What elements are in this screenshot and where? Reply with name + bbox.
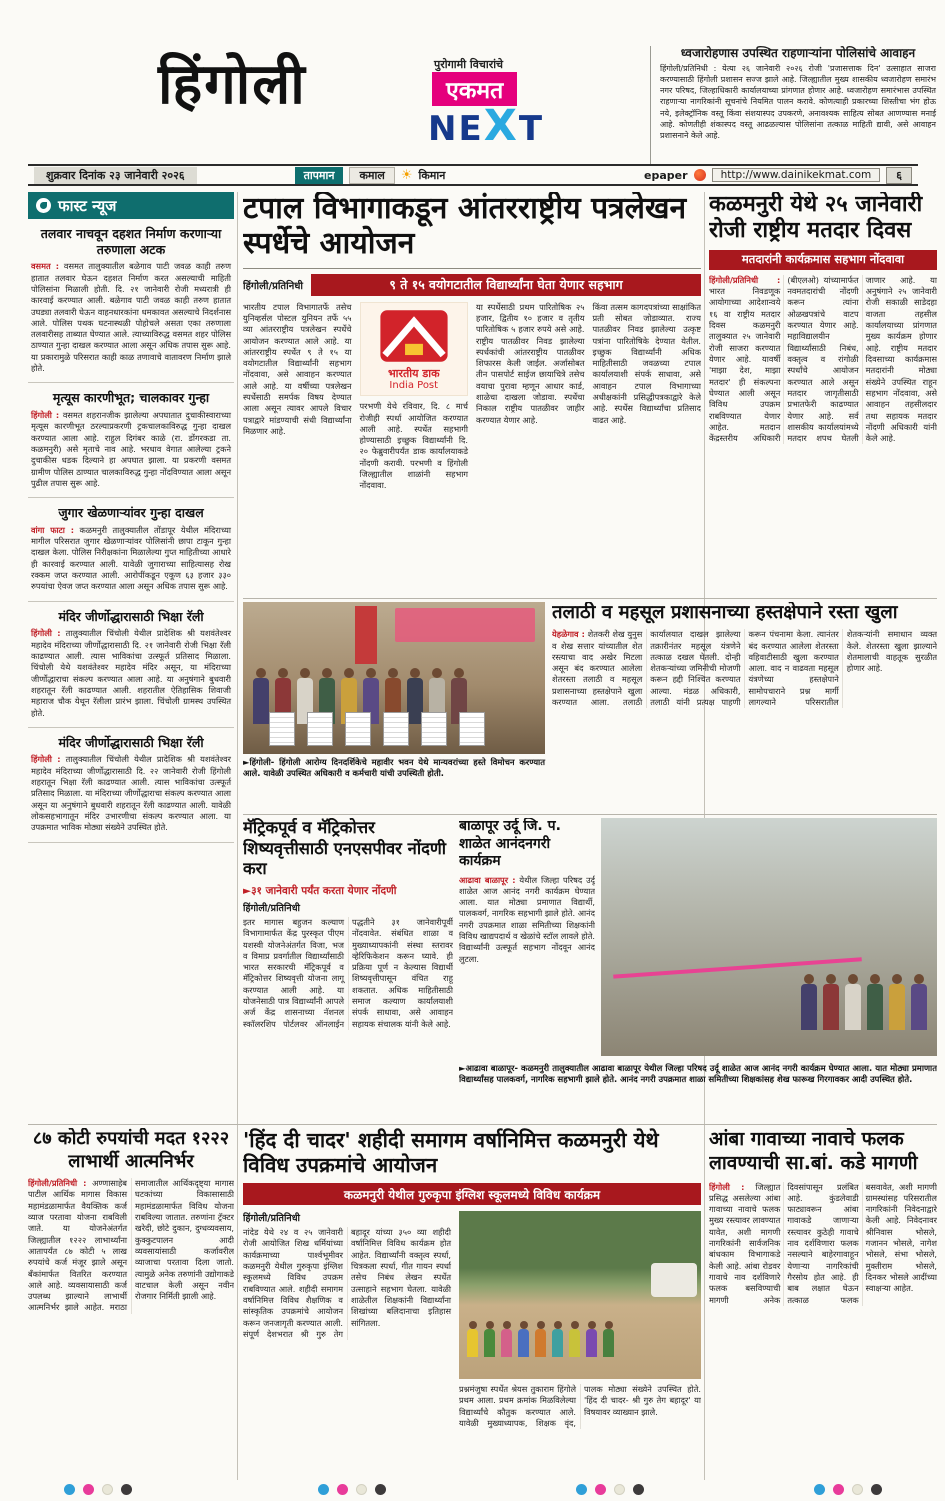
cyan-registration-dot bbox=[318, 1484, 329, 1495]
byline: हिंगोली/प्रतिनिधी bbox=[243, 1213, 301, 1224]
article-headline: ८७ कोटी रुपयांची मदत १२२२ लाभार्थी आत्मनिर्भर bbox=[32, 1128, 230, 1172]
school-children-photo bbox=[459, 1211, 701, 1379]
article-body: तालुक्यातील चिंचोली येथील प्रादेशिक श्री यशवंतेश्वर महादेव मंदिराच्या जीर्णोद्धारासाठी दि. २२ जानेवारी रोजी हिंगोली शहरातून भिक्षा रॅली काढण्यात आली. त्यास भाविकांचा उत्स्फूर्त प्रतिसाद मिळाला. या मंदिराच्या जीर्णोद्धाराचा संकल्प करण्यात आला असून या अनुषंगाने बुधवारी शहरातून रॅली काढण्यात आली. यावेळी लोकसहभागातून मंदिर उभारणीचा संकल्प करण्यात आला. या उपक्रमात भाविक मोठ्या संख्येने उपस्थित होते. bbox=[31, 754, 231, 833]
subhead-banner: मतदारांनी कार्यक्रमास सहभाग नोंदवावा bbox=[709, 250, 937, 270]
person-figure bbox=[569, 1329, 580, 1357]
magenta-registration-dot bbox=[83, 1484, 94, 1495]
india-post-label-english: India Post bbox=[389, 380, 439, 392]
date-bar bbox=[28, 164, 918, 186]
person-figure bbox=[484, 1329, 495, 1357]
article-dateline: हिंगोली : bbox=[31, 628, 61, 639]
masthead-tagline: पुरोगामी विचारांचे bbox=[434, 58, 504, 71]
person-figure bbox=[535, 1329, 546, 1357]
article-body: भारत निवडणूक आयोगाच्या आदेशान्वये १६ वा राष्ट्रीय मतदार दिवस कळमनुरी तालुक्यात २५ जानेवारी रोजी साजरा करण्यात येणार आहे. यावर्षी 'माझा देश, माझा मतदार' ही संकल्पना घेण्यात आली असून विविध उपक्रम राबविण्यात येणार आहेत. मतदान केंद्रस्तरीय अधिकारी (बीएलओ) यांच्यामार्फत नवमतदारांची नोंदणी करून त्यांना ओळखपत्रांचे वाटप करण्यात येणार आहे. महाविद्यालयीन विद्यार्थ्यांसाठी निबंध, वक्तृत्व व रांगोळी स्पर्धांचे आयोजन करण्यात आले असून मतदार जागृतीसाठी प्रभातफेरी काढण्यात येणार आहे. सर्व शासकीय कार्यालयांमध्ये मतदार शपथ घेतली जाणार आहे. या अनुषंगाने २५ जानेवारी रोजी सकाळी साडेदहा वाजता तहसील कार्यालयाच्या प्रांगणात मुख्य कार्यक्रम होणार आहे. राष्ट्रीय मतदार दिवसाच्या कार्यक्रमास मतदारांनी मोठ्या संख्येने उपस्थित राहून सहभाग नोंदवावा, असे आवाहन तहसीलदार तथा सहायक मतदार नोंदणी अधिकारी यांनी केले आहे. bbox=[709, 274, 937, 444]
epaper-strip bbox=[644, 167, 912, 184]
epaper-url[interactable]: http://www.dainikekmat.com bbox=[712, 168, 881, 182]
photo-caption: ►हिंगोली- हिंगोली आरोग्य दिनदर्शिकेचे महावीर भवन येथे मान्यवरांच्या हस्ते विमोचन करण्यात आले. यावेळी उपस्थित अधिकारी व कर्मचारी यांची उपस्थिती होती. bbox=[243, 757, 545, 779]
article-body: वसमत तालुक्यातील बळेगाव पाटी जवळ काही तरुण हातात तलवार घेऊन दहशत निर्माण करत असल्याची माहिती पोलिसांना मिळाली होती. दि. २१ जानेवारी रोजी मध्यरात्री ही कारवाई करण्यात आली. बळेगाव पाटी जवळ काही तरुण हातात उघड्या तलवारी घेऊन वाहनधारकांना धमकावत असल्याचे निदर्शनास आले. पोलिस पथक घटनास्थळी पोहोचले असता एका तरुणाला तलवारीसह ताब्यात घेण्यात आले. त्याच्याविरुद्ध वसमत शहर पोलिस ठाण्यात गुन्हा दाखल करण्यात आला असून अधिक तपास सुरू आहे. या प्रकारामुळे परिसरात काही काळ तणावाचे वातावरण निर्माण झाले होते. bbox=[31, 261, 231, 374]
column-rule bbox=[237, 192, 238, 1480]
epaper-icon bbox=[694, 169, 706, 181]
article-headline: कळमनुरी येथे २५ जानेवारी रोजी राष्ट्रीय मतदार दिवस bbox=[709, 192, 923, 244]
subhead-banner: कळमनुरी येथील गुरुकृपा इंग्लिश स्कूलमध्ये विविध कार्यक्रम bbox=[243, 1183, 701, 1205]
registration-marks bbox=[64, 1484, 132, 1495]
calendar-posters-row bbox=[269, 712, 485, 746]
article-headline: आंबा गावाच्या नावाचे फलक लावण्याची सा.बां. कडे मागणी bbox=[709, 1128, 918, 1174]
fast-news-title: फास्ट न्यूज bbox=[58, 196, 117, 215]
balapur-article bbox=[459, 818, 595, 1058]
black-registration-dot bbox=[121, 1484, 132, 1495]
black-registration-dot bbox=[871, 1484, 882, 1495]
front-page-notice bbox=[650, 46, 940, 166]
anand-nagari-photo bbox=[601, 818, 937, 1056]
article-body: वसमत शहरानजीक झालेल्या अपघातात दुचाकीस्वाराच्या मृत्यूस कारणीभूत ठरल्याप्रकरणी ट्रकचालकाविरुद्ध गुन्हा दाखल करण्यात आला आहे. राहुल दिगंबर काळे (रा. डोंगरकडा ता. कळमनुरी) असे मृताचे नाव आहे. भरधाव वेगात आलेल्या ट्रकने दुचाकीस धडक दिल्याने हा अपघात झाला. या प्रकरणी वसमत ग्रामीण पोलिस ठाण्यात चालकाविरुद्ध गुन्हा नोंदविण्यात आला असून पुढील तपास सुरू आहे. bbox=[31, 410, 232, 488]
cyan-registration-dot bbox=[814, 1484, 825, 1495]
india-post-label-marathi: भारतीय डाक bbox=[387, 366, 440, 380]
hind-article-body bbox=[243, 1211, 701, 1429]
article-headline: जुगार खेळणाऱ्यांवर गुन्हा दाखल bbox=[58, 505, 204, 521]
lead-body bbox=[243, 302, 701, 492]
person-figure bbox=[889, 984, 905, 1030]
yellow-registration-dot bbox=[614, 1484, 625, 1495]
lead-headline: टपाल विभागाकडून आंतरराष्ट्रीय पत्रलेखन स्पर्धेचे आयोजन bbox=[243, 192, 701, 269]
article-dateline: हिंगोली : bbox=[31, 754, 61, 765]
scholarship-article bbox=[243, 818, 453, 1118]
photo-side-banner bbox=[355, 606, 377, 664]
lead-meta-row bbox=[243, 274, 701, 296]
article-dateline: आढावा बाळापूर : bbox=[459, 874, 516, 885]
fast-news-header bbox=[28, 192, 234, 219]
article-body: इतर मागास बहुजन कल्याण विभागामार्फत केंद्र पुरस्कृत पीएम यशस्वी योजनेअंतर्गत विजा, भज व विमाप्र प्रवर्गातील विद्यार्थ्यांसाठी भारत सरकारची मॅट्रिकपूर्व व मॅट्रिकोत्तर शिष्यवृत्ती योजना लागू करण्यात आली आहे. या योजनेसाठी पात्र विद्यार्थ्यांनी आपले अर्ज केंद्र शासनाच्या नॅशनल स्कॉलरशिप पोर्टलवर ऑनलाईन पद्धतीने ३१ जानेवारीपूर्वी नोंदवावेत. संबंधित शाळा व मुख्याध्यापकांनी संस्था स्तरावर व्हेरिफिकेशन करून घ्यावे. ही प्रक्रिया पूर्ण न केल्यास विद्यार्थी शिष्यवृत्तीपासून वंचित राहू शकतात. अधिक माहितीसाठी समाज कल्याण कार्यालयाशी संपर्क साधावा, असे आवाहन सहायक संचालक यांनी केले आहे. bbox=[243, 916, 453, 1029]
yellow-registration-dot bbox=[852, 1484, 863, 1495]
fast-news-article bbox=[28, 219, 234, 383]
article-body: कळमनुरी तालुक्यातील तोंडापूर येथील मंदिराच्या मागील परिसरात जुगार खेळणाऱ्यांवर पोलिसांनी छापा टाकून गुन्हा दाखल केला. पोलिस निरीक्षकांना मिळालेल्या गुप्त माहितीच्या आधारे ही कारवाई करण्यात आली. यावेळी जुगाराच्या साहित्यासह रोख रक्कम जप्त करण्यात आली. आरोपींकडून एकूण ६३ हजार ३३० रुपयांचा ऐवज जप्त करण्यात आला असून अधिक तपास सुरू आहे. bbox=[31, 524, 231, 592]
masthead-next-logo bbox=[428, 101, 544, 151]
magenta-registration-dot bbox=[833, 1484, 844, 1495]
article-kicker: ►३१ जानेवारी पर्यंत करता येणार नोंदणी bbox=[243, 884, 397, 897]
byline: हिंगोली/प्रतिनिधी bbox=[243, 902, 301, 914]
photo-children-figures bbox=[467, 1329, 614, 1357]
photo-backdrop-banner bbox=[395, 608, 535, 642]
notice-headline: ध्वजारोहणास उपस्थित राहणाऱ्यांना पोलिसांचे आवाहन bbox=[680, 46, 916, 60]
section-rule bbox=[28, 1124, 937, 1125]
person-figure bbox=[845, 984, 861, 1030]
hind-di-chadar-article bbox=[243, 1128, 701, 1480]
next-letter: E bbox=[458, 109, 484, 149]
person-figure bbox=[603, 1329, 614, 1357]
talathi-road-article bbox=[552, 602, 937, 810]
person-figure bbox=[823, 984, 839, 1030]
vehicle-shape bbox=[651, 1263, 697, 1297]
calendar-poster bbox=[345, 712, 371, 746]
notice-body: हिंगोली/प्रतिनिधी : येत्या २६ जानेवारी २०२६ रोजी 'प्रजासत्ताक दिन' उत्साहात साजरा करण्यासाठी हिंगोली प्रशासन सज्ज झाले आहे. जिल्ह्यातील मुख्य शासकीय ध्वजारोहण समारंभ नगर परिषद, जिल्हाधिकारी कार्यालयाच्या प्रांगणात होणार आहे. ध्वजारोहण समारंभास उपस्थित राहणाऱ्या नागरिकांनी सूचनांचे नियमित पालन करावे. कोणत्याही प्रकारच्या शिस्तीचा भंग होऊ नये, इलेक्ट्रॉनिक वस्तू किंवा संशयास्पद उपकरणे, अनावश्यक साहित्य सोबत आणण्यास मनाई आहे. कोणतीही शंकास्पद वस्तू आढळल्यास पोलिसांना तत्काळ माहिती द्यावी, असे आवाहन प्रशासनाने केले आहे. bbox=[660, 64, 936, 140]
photo-caption-block bbox=[459, 1060, 937, 1120]
calendar-poster bbox=[421, 712, 447, 746]
article-headline: मॅट्रिकपूर्व व मॅट्रिकोत्तर शिष्यवृत्तीसाठी एनएसपीवर नोंदणी करा bbox=[243, 818, 447, 879]
registration-marks bbox=[318, 1484, 386, 1495]
india-post-emblem-icon bbox=[378, 308, 450, 364]
fast-news-badge-icon bbox=[36, 198, 51, 213]
lead-article bbox=[243, 192, 701, 596]
article-headline: 'हिंद दी चादर' शहीदी समागम वर्षानिमित्त कळमनुरी येथे विविध उपक्रमांचे आयोजन bbox=[243, 1128, 659, 1177]
person-figure bbox=[467, 1329, 478, 1357]
temperature-label: तापमान bbox=[295, 167, 344, 184]
article-dateline: येहळेगाव : bbox=[552, 629, 585, 640]
calendar-poster bbox=[269, 712, 295, 746]
yellow-registration-dot bbox=[102, 1484, 113, 1495]
article-headline: मंदिर जीर्णोद्धारासाठी भिक्षा रॅली bbox=[58, 608, 204, 624]
fast-news-article bbox=[28, 383, 234, 498]
person-figure bbox=[586, 1329, 597, 1357]
article-headline: बाळापूर उर्दू जि. प. शाळेत आनंदनगरी कार्यक्रम bbox=[459, 818, 561, 869]
article-body: नांदेड येथे २४ व २५ जानेवारी रोजी आयोजित शिख धर्मियांच्या कार्यक्रमाच्या पार्श्वभूमीवर कळमनुरी येथील गुरुकृपा इंग्लिश स्कूलमध्ये विविध उपक्रम राबविण्यात आले. शहीदी समागम वर्षानिमित्त विविध शैक्षणिक व सांस्कृतिक उपक्रमांचे आयोजन करून जनजागृती करण्यात आली. संपूर्ण देशभरात श्री गुरु तेग बहादूर यांच्या ३५० व्या शहीदी वर्षानिमित्त विविध कार्यक्रम होत आहेत. विद्यार्थ्यांनी वक्तृत्व स्पर्धा, चित्रकला स्पर्धा, गीत गायन स्पर्धा तसेच निबंध लेखन स्पर्धेत उत्साहाने सहभाग घेतला. यावेळी शाळेतील शिक्षकांनी विद्यार्थ्यांना शिखांच्या बलिदानाचा इतिहास सांगितला. bbox=[243, 1227, 451, 1339]
fast-news-column bbox=[28, 192, 234, 1122]
calendar-poster bbox=[307, 712, 333, 746]
epaper-label: epaper bbox=[644, 168, 688, 182]
lead-column-text: भारतीय टपाल विभागातर्फे तसेच युनिव्हर्सल पोस्टल युनियन तर्फे ५५ व्या आंतरराष्ट्रीय पत्रलेखन स्पर्धेचे आयोजन करण्यात आले आहे. या आंतरराष्ट्रीय स्पर्धेत ९ ते १५ या वयोगटातील विद्यार्थ्यांनी सहभाग नोंदवावा, असे आवाहन करण्यात आले आहे. या वर्षीच्या पत्रलेखन स्पर्धेसाठी समर्पक विषय देण्यात आला असून त्यावर आपले विचार पत्राद्वारे मांडण्याची संधी विद्यार्थ्यांना मिळणार आहे. bbox=[243, 301, 352, 437]
temperature-min-label: किमान bbox=[418, 168, 446, 182]
lead-column-text: किंवा तत्सम कागदपत्रांच्या साक्षांकित प्रती सोबत जोडाव्यात. राज्य पातळीवर निवड झालेल्या उत्कृष्ट पत्रांना पारितोषिके देण्यात येतील. इच्छुक विद्यार्थ्यांनी अधिक माहितीसाठी जवळच्या टपाल कार्यालयाशी संपर्क साधावा, असे आवाहन टपाल विभागाच्या अधीक्षकांनी प्रसिद्धीपत्रकाद्वारे केले आहे. स्पर्धेस विद्यार्थ्यांचा प्रतिसाद वाढत आहे. bbox=[592, 301, 701, 425]
article-headline: मृत्यूस कारणीभूत; चालकावर गुन्हा bbox=[52, 390, 210, 406]
article-dateline: हिंगोली/प्रतिनिधी : bbox=[28, 1178, 87, 1188]
masthead-city-title: हिंगोली bbox=[158, 52, 307, 117]
person-figure bbox=[501, 1329, 512, 1357]
black-registration-dot bbox=[375, 1484, 386, 1495]
photo-caption: ►आढावा बाळापूर- कळमनुरी तालुक्यातील आढावा बाळापूर येथील जिल्हा परिषद उर्दू शाळेत आज आनंद नगरी कार्यक्रम घेण्यात आला. यात मोठ्या प्रमाणात विद्यार्थ्यांसह पालकवर्ग, नागरिक सहभागी झाले होते. आनंद नगरी उपक्रमात शाळा समितीच्या शिक्षकांसह शेख फारूख गिरगावकर आदी उपस्थित होते. bbox=[459, 1063, 937, 1085]
article-dateline: हिंगोली : bbox=[31, 410, 60, 420]
article-body: येथील जिल्हा परिषद उर्दू शाळेत आज आनंद नगरी कार्यक्रम घेण्यात आला. यात मोठ्या प्रमाणात विद्यार्थी, पालकवर्ग, नागरिक सहभागी झाले होते. आनंद नगरी उपक्रमात शाळा समितीच्या शिक्षकांनी विविध खाद्यपदार्थ व खेळांचे स्टॉल लावले होते. विद्यार्थ्यांनी उत्स्फूर्त सहभाग नोंदवून आनंद लुटला. bbox=[459, 874, 595, 964]
voters-day-article bbox=[709, 192, 937, 594]
next-letter: N bbox=[428, 109, 459, 149]
india-post-logo bbox=[360, 302, 469, 397]
section-rule bbox=[243, 814, 937, 815]
calendar-poster bbox=[383, 712, 409, 746]
article-headline: मंदिर जीर्णोद्धारासाठी भिक्षा रॅली bbox=[58, 734, 204, 750]
weather-strip bbox=[295, 167, 446, 184]
yellow-registration-dot bbox=[356, 1484, 367, 1495]
article-body: अण्णासाहेब पाटील आर्थिक मागास विकास महामंडळामार्फत वैयक्तिक कर्ज व्याज परतावा योजना राबविली जाते. या योजनेअंतर्गत जिल्ह्यातील १२२२ लाभार्थ्यांना आतापर्यंत ८७ कोटी ५ लाख रुपयांचे कर्ज मंजूर झाले असून बँकांमार्फत वितरित करण्यात आले आहे. व्यवसायासाठी कर्ज उपलब्ध झाल्याने लाभार्थी आत्मनिर्भर झाले आहेत. मराठा समाजातील आर्थिकदृष्ट्या मागास घटकांच्या विकासासाठी महामंडळामार्फत विविध योजना राबविल्या जातात. तरुणांना ट्रॅक्टर खरेदी, छोटे दुकान, दुग्धव्यवसाय, कुक्कुटपालन आदी व्यवसायांसाठी कर्जावरील व्याजाचा परतावा दिला जातो. त्यामुळे अनेक तरुणांनी उद्योगाकडे वाटचाल केली असून नवीन रोजगार निर्मिती झाली आहे. bbox=[28, 1178, 234, 1313]
article-dateline: वांगा फाटा : bbox=[31, 524, 74, 535]
page-number: ६ bbox=[886, 167, 912, 184]
next-letter-x: X bbox=[483, 101, 519, 151]
article-dateline: वसमत : bbox=[31, 261, 60, 272]
person-figure bbox=[801, 984, 817, 1030]
byline: हिंगोली/प्रतिनिधी bbox=[243, 280, 304, 292]
registration-marks bbox=[576, 1484, 644, 1495]
calendar-poster bbox=[459, 712, 485, 746]
article-body: जिल्ह्यात प्रसिद्ध असलेल्या आंबा गावाच्या नावाचे फलक मुख्य रस्त्यावर लावण्यात यावेत, अशी मागणी नागरिकांनी सार्वजनिक बांधकाम विभागाकडे केली आहे. आंबा रोडवर गावाचे नाव दर्शविणारे फलक बसविण्याची मागणी अनेक दिवसांपासून प्रलंबित आहे. कुंडलेवाडी फाट्यावरून आंबा गावाकडे जाणाऱ्या रस्त्यावर कुठेही गावाचे नाव दर्शविणारा फलक नसल्याने बाहेरगावाहून येणाऱ्या नागरिकांची गैरसोय होत आहे. ही बाब लक्षात घेऊन तत्काळ फलक बसवावेत, अशी मागणी ग्रामस्थांसह परिसरातील नागरिकांनी निवेदनाद्वारे केली आहे. निवेदनावर श्रीनिवास भोसले, गजानन भोसले, नागेश भोसले, संभा भोसले, मुक्तीराम भोसले, दिनकर भोसले आदींच्या स्वाक्षऱ्या आहेत. bbox=[709, 1181, 937, 1305]
person-figure bbox=[518, 1329, 529, 1357]
subhead-banner: ९ ते १५ वयोगटातील विद्यार्थ्यांना घेता येणार सहभाग bbox=[311, 274, 701, 296]
ribbon-decoration bbox=[613, 957, 861, 978]
fast-news-article bbox=[28, 728, 234, 843]
article-body: शेतकरी शेख युनुस व शेख सत्तार यांच्यातील शेत रस्त्याचा वाद अखेर मिटला असून बंद करण्यात आलेला शेतरस्ता तलाठी व महसूल प्रशासनाच्या हस्तक्षेपाने खुला करण्यात आला. तलाठी कार्यालयात दाखल झालेल्या तक्रारीनंतर महसूल यंत्रणेने तत्काळ दखल घेतली. दोन्ही शेतकऱ्यांच्या जमिनीची मोजणी करून हद्दी निश्चित करण्यात आल्या. मंडळ अधिकारी, तलाठी यांनी प्रत्यक्ष पाहणी करून पंचनामा केला. त्यानंतर बंद करण्यात आलेला शेतरस्ता वहिवाटीसाठी खुला करण्यात आला. वाद न वाढवता महसूल यंत्रणेच्या हस्तक्षेपाने सामोपचाराने प्रश्न मार्गी लागल्याने परिसरातील शेतकऱ्यांनी समाधान व्यक्त केले. शेतरस्ता खुला झाल्याने शेतमालाची वाहतूक सुरळीत होणार आहे. bbox=[552, 629, 937, 708]
article-body: तालुक्यातील चिंचोली येथील प्रादेशिक श्री यशवंतेश्वर महादेव मंदिराच्या जीर्णोद्धारासाठी दि. २१ जानेवारी रोजी भिक्षा रॅली काढण्यात आली. त्यास भाविकांचा उत्स्फूर्त प्रतिसाद मिळाला. चिंचोली येथे यशवंतेश्वर महादेव मंदिर असून, या मंदिराच्या जीर्णोद्धाराचा संकल्प करण्यात आला आहे. या अनुषंगाने बुधवारी शहरातून रॅली काढण्यात आली. शहरातील ऐतिहासिक शिवाजी महाराज चौक येथून रॅलीला प्रारंभ झाला. चिंचोली ग्रामस्थ उपस्थित होते. bbox=[31, 628, 231, 718]
fast-news-article bbox=[28, 498, 234, 602]
article-headline: तलाठी व महसूल प्रशासनाच्या हस्तक्षेपाने रस्ता खुला bbox=[552, 602, 898, 623]
article-dateline: हिंगोली : bbox=[709, 1181, 745, 1192]
lead-column-text: परभणी येथे रविवार, दि. ८ मार्च रोजीही स्पर्धा आयोजित करण्यात आली आहे. स्पर्धेत सहभागी होण्यासाठी इच्छुक विद्यार्थ्यांनी दि. २० फेब्रुवारीपर्यंत डाक कार्यालयाकडे नोंदणी करावी. परभणी व हिंगोली जिल्ह्यातील शाळांनी सहभाग नोंदवावा. bbox=[359, 401, 468, 491]
article-body: प्रश्नमंजुषा स्पर्धेत श्रेयस तुकाराम हिंगोले प्रथम आला. प्रथम क्रमांक मिळविलेल्या विद्यार्थ्यांचे कौतुक करण्यात आले. यावेळी मुख्याध्यापक, शिक्षक वृंद, पालक मोठ्या संख्येने उपस्थित होते. 'हिंद दी चादर- श्री गुरु तेग बहादूर' या विषयावर व्याख्यान झाले. bbox=[459, 1384, 701, 1428]
cyan-registration-dot bbox=[64, 1484, 75, 1495]
person-figure bbox=[552, 1329, 563, 1357]
sun-icon: ☀ bbox=[400, 167, 413, 183]
person-figure bbox=[911, 984, 927, 1030]
person-figure bbox=[253, 678, 269, 724]
magenta-registration-dot bbox=[595, 1484, 606, 1495]
temperature-max-label: कमाल bbox=[349, 167, 394, 184]
calendar-release-photo-block bbox=[243, 602, 545, 780]
fast-news-article bbox=[28, 602, 234, 728]
person-figure bbox=[867, 984, 883, 1030]
amba-signboard-article bbox=[709, 1128, 937, 1480]
masthead-brand-logo: एकमत bbox=[432, 72, 517, 106]
magenta-registration-dot bbox=[337, 1484, 348, 1495]
section-rule bbox=[243, 598, 937, 599]
article-headline: तलवार नाचवून दहशत निर्माण करणाऱ्या तरुणाला अटक bbox=[40, 226, 222, 257]
loan-assistance-article bbox=[28, 1128, 234, 1480]
next-letter: T bbox=[518, 109, 545, 149]
registration-marks bbox=[814, 1484, 882, 1495]
photo-people-figures bbox=[801, 984, 927, 1030]
cyan-registration-dot bbox=[576, 1484, 587, 1495]
article-dateline: हिंगोली/प्रतिनिधी : bbox=[709, 274, 781, 285]
edition-date: शुक्रवार दिनांक २३ जानेवारी २०२६ bbox=[34, 167, 197, 184]
calendar-release-photo bbox=[243, 602, 545, 754]
lead-column-text: या स्पर्धेसाठी प्रथम पारितोषिक २५ हजार, द्वितीय १० हजार व तृतीय पारितोषिक ५ हजार रुपये असे आहे. राष्ट्रीय पातळीवर निवड झालेल्या स्पर्धकांची आंतरराष्ट्रीय पातळीवर शिफारस केली जाईल. अर्जासोबत तीन पासपोर्ट साईज छायाचित्रे तसेच वयाचा पुरावा म्हणून आधार कार्ड, शाळेचा दाखला जोडावा. स्पर्धेचा निकाल राष्ट्रीय पातळीवर जाहीर करण्यात येणार आहे. bbox=[476, 301, 585, 425]
black-registration-dot bbox=[633, 1484, 644, 1495]
